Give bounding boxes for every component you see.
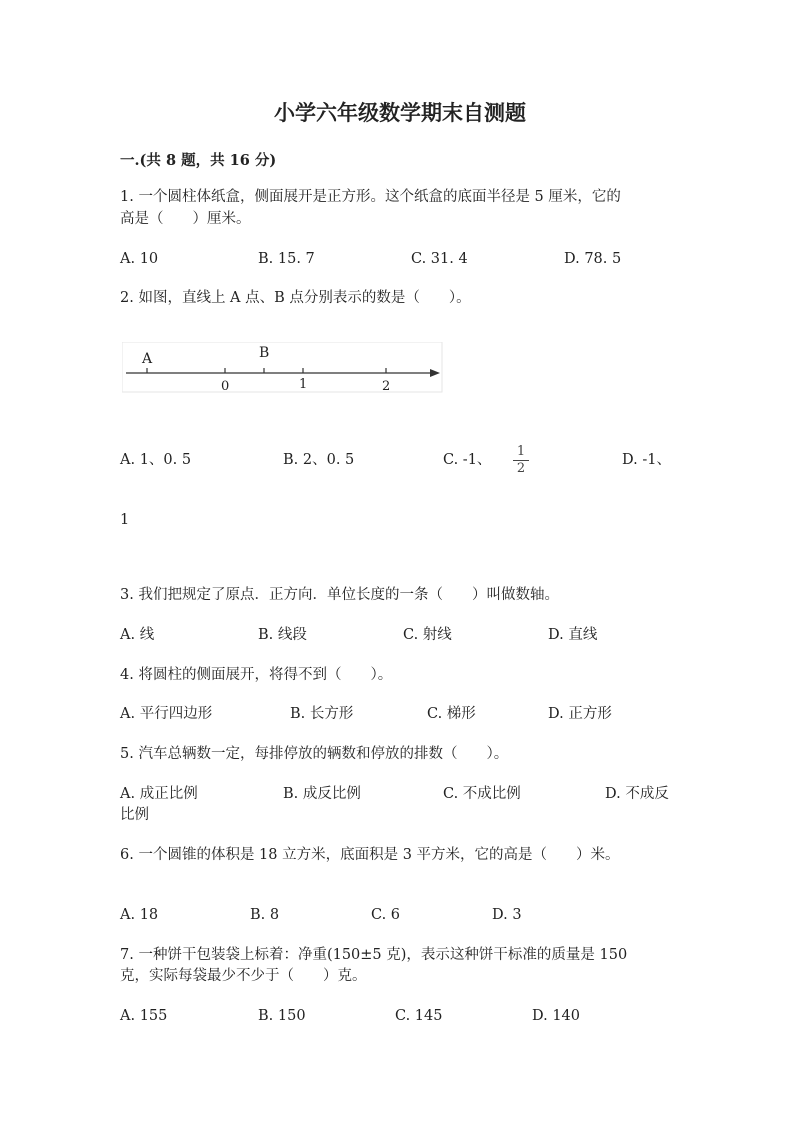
question-4-option-b: B. 长方形 [290, 706, 354, 722]
section-heading: 一.(共 8 题，共 16 分) [120, 152, 277, 169]
fraction-denominator: 2 [516, 461, 526, 476]
label-tick-2: 2 [382, 379, 391, 394]
question-5-option-d-wrap: 比例 [120, 807, 149, 823]
question-3-option-d: D. 直线 [548, 627, 598, 643]
question-5-option-c: C. 不成比例 [443, 786, 521, 802]
question-5-option-a: A. 成正比例 [120, 786, 198, 802]
question-7-line-1: 7. 一种饼干包装袋上标着：净重(150±5 克)，表示这种饼干标准的质量是 150 [120, 947, 628, 963]
question-7-option-d: D. 140 [532, 1008, 581, 1024]
question-1-line-1: 1. 一个圆柱体纸盒，侧面展开是正方形。这个纸盒的底面半径是 5 厘米，它的 [120, 189, 621, 205]
question-4-option-c: C. 梯形 [427, 706, 476, 722]
question-6-option-d: D. 3 [492, 907, 522, 923]
question-5-stem: 5. 汽车总辆数一定，每排停放的辆数和停放的排数（ ）。 [120, 746, 509, 762]
question-3-option-b: B. 线段 [258, 627, 307, 643]
question-1-line-2: 高是（ ）厘米。 [120, 211, 251, 227]
question-5-option-b: B. 成反比例 [283, 786, 361, 802]
question-2-stem: 2. 如图，直线上 A 点、B 点分别表示的数是（ ）。 [120, 290, 471, 306]
question-5-option-d: D. 不成反 [605, 786, 669, 802]
page-title: 小学六年级数学期末自测题 [274, 100, 526, 125]
question-4-stem: 4. 将圆柱的侧面展开，将得不到（ ）。 [120, 667, 393, 683]
question-3-option-c: C. 射线 [403, 627, 452, 643]
question-1-option-b: B. 15. 7 [258, 251, 315, 267]
question-3-stem: 3. 我们把规定了原点．正方向．单位长度的一条（ ）叫做数轴。 [120, 587, 559, 603]
question-7-option-b: B. 150 [258, 1008, 306, 1024]
question-7-option-a: A. 155 [120, 1008, 168, 1024]
fraction-one-half [511, 445, 531, 476]
question-6-option-c: C. 6 [371, 907, 401, 923]
question-1-option-c: C. 31. 4 [411, 251, 468, 267]
number-line-figure [122, 342, 444, 394]
question-7-option-c: C. 145 [395, 1008, 443, 1024]
question-3-option-a: A. 线 [120, 627, 155, 643]
label-tick-0: 0 [221, 379, 230, 394]
question-2-option-a: A. 1、0. 5 [120, 452, 192, 468]
question-2-option-b: B. 2、0. 5 [283, 452, 355, 468]
question-6-stem: 6. 一个圆锥的体积是 18 立方米，底面积是 3 平方米，它的高是（ ）米。 [120, 847, 620, 863]
question-7-line-2: 克，实际每袋最少不少于（ ）克。 [120, 968, 367, 984]
question-2-option-d-wrap: 1 [120, 512, 130, 528]
question-1-option-d: D. 78. 5 [564, 251, 622, 267]
question-2-option-c: C. -1、 [443, 452, 492, 468]
question-6-option-b: B. 8 [250, 907, 280, 923]
question-2-option-d: D. -1、 [622, 452, 671, 468]
label-point-b: B [259, 345, 270, 361]
question-6-option-a: A. 18 [120, 907, 159, 923]
fraction-numerator: 1 [516, 444, 526, 459]
question-4-option-a: A. 平行四边形 [120, 706, 213, 722]
label-tick-1: 1 [299, 377, 308, 392]
question-1-option-a: A. 10 [120, 251, 159, 267]
label-point-a: A [142, 351, 153, 367]
question-4-option-d: D. 正方形 [548, 706, 612, 722]
